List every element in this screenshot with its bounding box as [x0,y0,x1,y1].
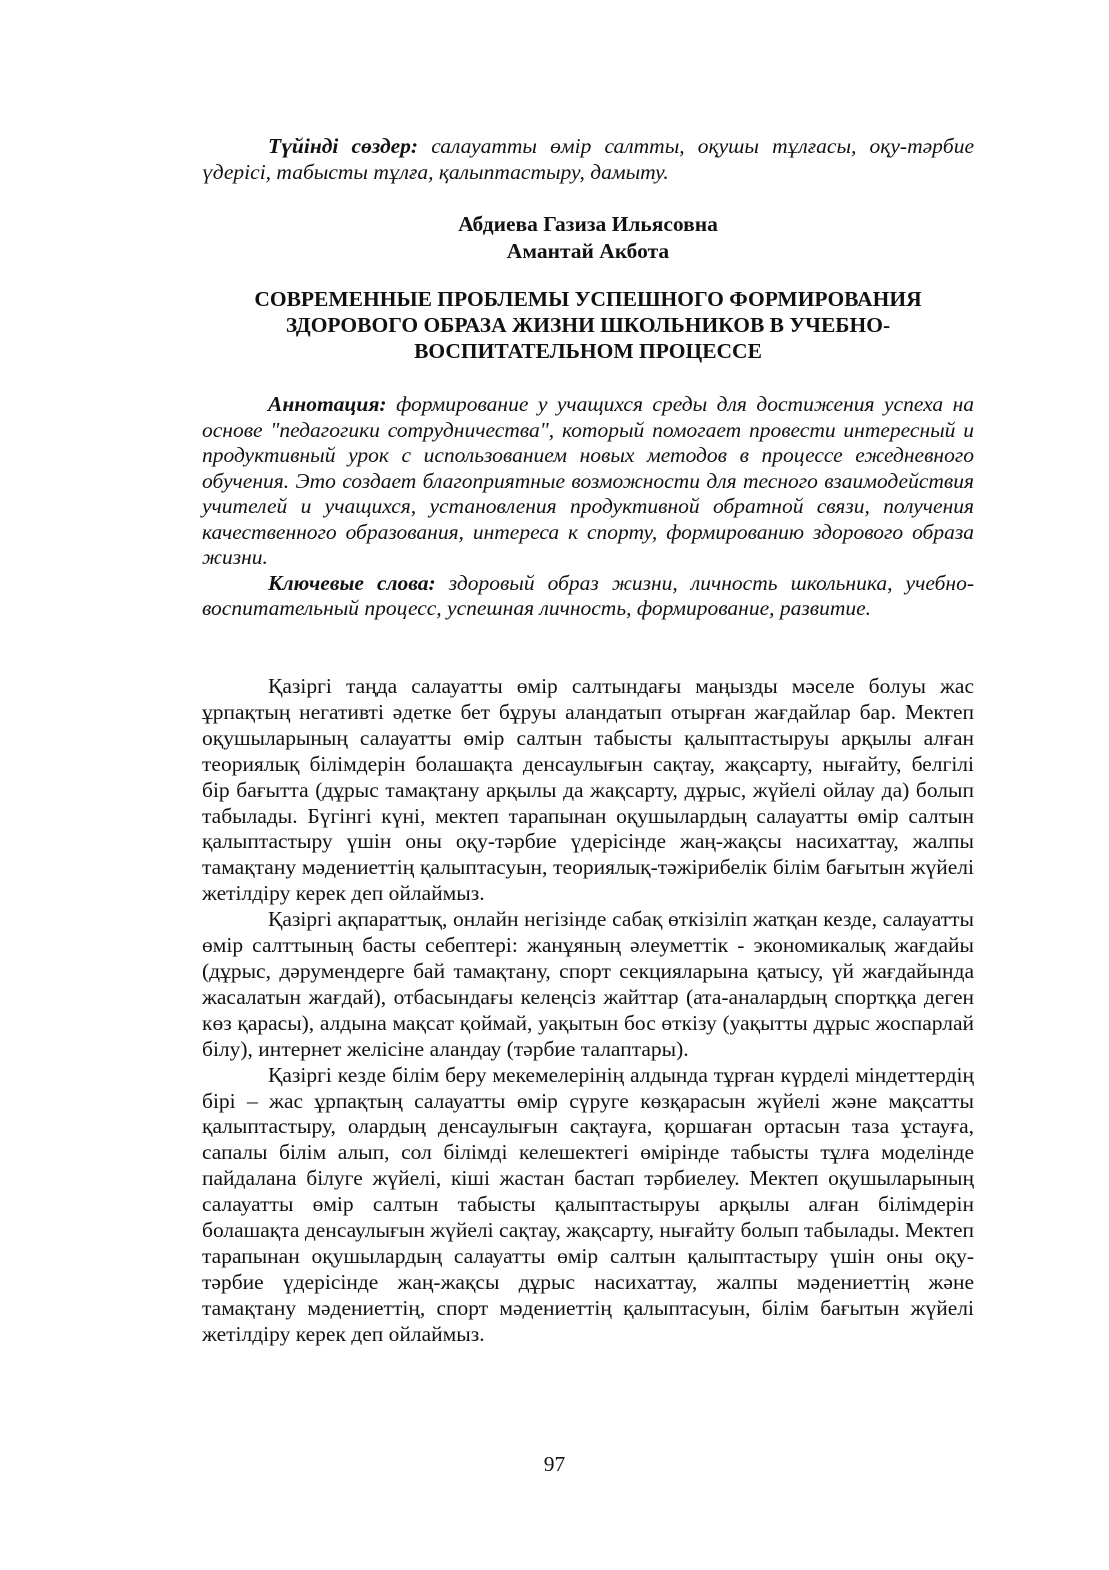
body-paragraph: Қазіргі кезде білім беру мекемелерінің алдында тұрған күрделі міндеттердің бірі – жас ұрпақтың салауатты өмір сүруге көзқарасын жүйелі және мақсатты қалыптастыру, олардың денсаулығын сақтауға, қоршаған ортасын таза ұстауға, сапалы білім алып, сол білімді келешектегі өмірінде табысты тұлға моделінде пайдалана білуге жүйелі, кіші жастан бастап тәрбиелеу. Мектеп оқушыларының салауатты өмір салтын табысты қалыптастыруы арқылы алған білімдерін болашақта денсаулығын жүйелі сақтау, жақсарту, нығайту болып табылады. Мектеп тарапынан оқушылардың салауатты өмір салтын қалыптастыру үшін оны оқу-тәрбие үдерісінде жаң-жақсы дұрыс насихаттау, жалпы мәдениеттің және тамақтану мәдениеттің, спорт мәдениеттің қалыптасуын, білім бағытын жүйелі жетілдіру керек деп ойлаймыз. [202,1062,974,1346]
russian-keywords-label: Ключевые слова: [268,570,436,595]
author-name: Амантай Акбота [506,239,670,263]
annotation-section [202,392,974,622]
annotation [202,392,974,571]
body-text [202,674,974,1348]
annotation-text: формирование у учащихся среды для достижения успеха на основе "педагогики сотрудничества", который помогает провести интересный и продуктивный урок с использованием новых методов в процессе ежедневного обучения. Это создает благоприятные возможности для тесного взаимодействия учителей и учащихся, установления продуктивной обратной связи, получения качественного образования, интереса к спорту, формированию здорового образа жизни. [202,392,974,569]
title-line: ВОСПИТАТЕЛЬНОМ ПРОЦЕССЕ [414,339,762,363]
title-line: СОВРЕМЕННЫЕ ПРОБЛЕМЫ УСПЕШНОГО ФОРМИРОВАНИЯ [254,287,922,311]
article-title [202,286,974,364]
annotation-label: Аннотация: [268,392,387,416]
authors [202,211,974,265]
kazakh-keywords-text: салауатты өмір салтты, оқушы тұлғасы, оқу-тәрбие үдерісі, табысты тұлға, қалыптастыру, дамыту. [202,134,974,184]
kazakh-keywords-label: Түйінді сөздер: [268,134,419,158]
author-name: Абдиева Газиза Ильясовна [458,212,718,236]
kazakh-keywords [202,134,974,185]
russian-keywords-text: здоровый образ жизни, личность школьника, учебно-воспитательный процесс, успешная личность, формирование, развитие. [202,570,974,620]
russian-keywords [202,571,974,622]
page-number: 97 [543,1452,566,1476]
body-paragraph: Қазіргі таңда салауатты өмір салтындағы маңызды мәселе болуы жас ұрпақтың негативті әдетке бет бұруы аландатып отырған жағдайлар бар. Мектеп оқушыларының салауатты өмір салтын табысты қалыптастыруы арқылы алған теориялық білімдерін болашақта денсаулығын сақтау, жақсарту, нығайту, белгілі бір бағытта (дұрыс тамақтану арқылы да жақсарту, дұрыс, жүйелі ойлау да) болып табылады. Бүгінгі күні, мектеп тарапынан оқушылардың салауатты өмір салтын қалыптастыру үшін оны оқу-тәрбие үдерісінде жаң-жақсы насихаттау, жалпы тамақтану мәдениеттің қалыптасуын, теориялық-тәжірибелік білім бағытын жүйелі жетілдіру керек деп ойлаймыз. [202,674,974,906]
body-paragraph: Қазіргі ақпараттық, онлайн негізінде сабақ өткізіліп жатқан кезде, салауатты өмір салттының басты себептері: жанұяның әлеуметтік - экономикалық жағдайы (дұрыс, дәрумендерге бай тамақтану, спорт секцияларына қатысу, үй жағдайында жасалатын жағдай), отбасындағы келеңсіз жайттар (ата-аналардың спортққа деген көз қарасы), алдына мақсат қоймай, уақытын бос өткізу (уақытты дұрыс жоспарлай білу), интернет желісіне аландау (тәрбие талаптары). [202,907,974,1061]
title-line: ЗДОРОВОГО ОБРАЗА ЖИЗНИ ШКОЛЬНИКОВ В УЧЕБНО- [285,313,891,337]
